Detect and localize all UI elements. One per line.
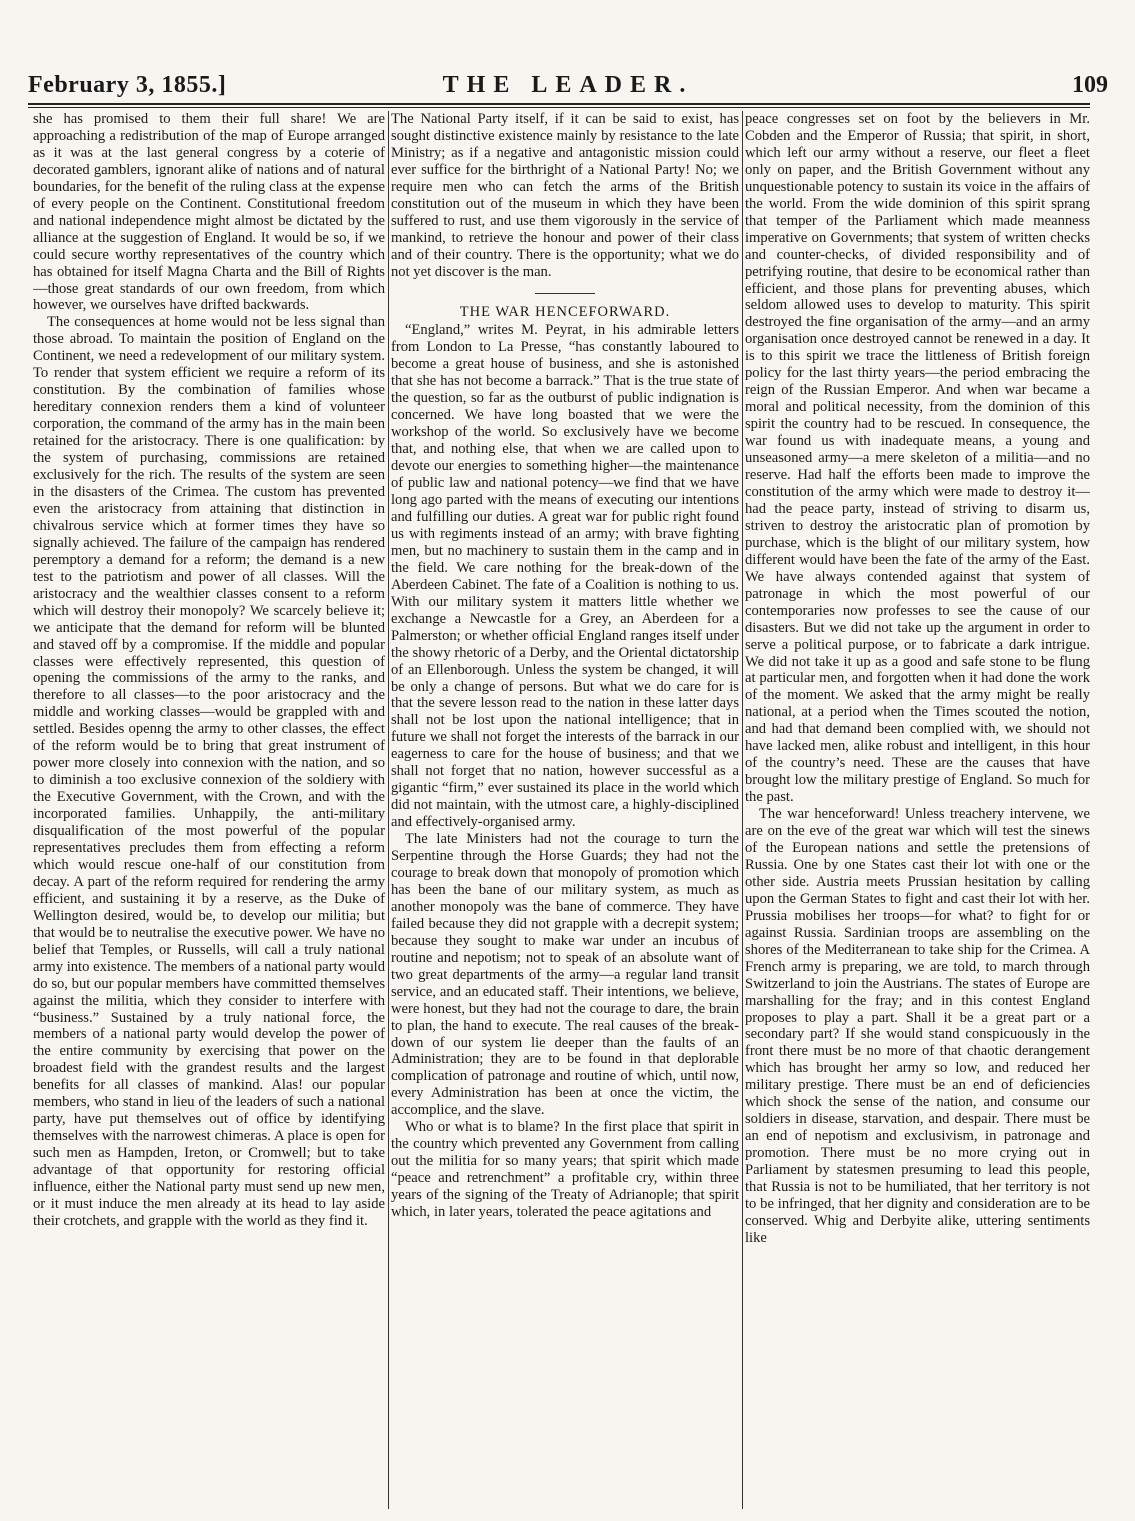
section-heading: THE WAR HENCEFORWARD. (459, 303, 671, 320)
paragraph: The National Party itself, if it can be said to exist, has sought distinctive existence mainly by resistance to the late Ministry; as if a negative and antagonistic mission could ever suffice for the birthright of a National Party! No; we require men who can fetch the arms of the British constitution out of the museum in which they have been suffered to rust, and use them vigorously in the service of mankind, to retrieve the honour and power of their class and of their country. There is the opportunity; what we do not yet discover is the man. (391, 111, 739, 280)
header-rule (28, 103, 1090, 105)
issue-date: February 3, 1855.] (28, 72, 227, 98)
page-number: 109 (1072, 72, 1108, 98)
paragraph: she has promised to them their full share! We are approaching a redistribution of the map of Europe arranged as it was at the last general congress by a coterie of decorated gamblers, ignorant alike of nations and of natural boundaries, for the benefit of the ruling class at the expense of every people on the Continent. Constitutional freedom and national independence might almost be dictated by the alliance at the suggestion of England. It would be so, if we could secure worthy representatives of the country which has obtained for itself Magna Charta and the Bill of Rights—those great standards of our own freedom, from which however, we ourselves have drifted backwards. (33, 111, 385, 314)
paragraph: The consequences at home would not be less signal than those abroad. To maintain the position of England on the Continent, we need a redevelopment of our military system. To render that system efficient we require a reform of its constitution. By the combination of families whose hereditary connexion renders them a kind of volunteer corporation, the command of the army has in the main been retained for the aristocracy. There is one qualification: by the system of purchasing, commissions are retained exclusively for the rich. The results of the system are seen in the disasters of the Crimea. The custom has prevented even the aristocracy from attaining that distinction in chivalrous service which at former times they have so signally achieved. The failure of the campaign has rendered peremptory a demand for a reform; the demand is a new test to the patriotism and power of all classes. Will the aristocracy and the wealthier classes consent to a reform which will destroy their monopoly? We scarcely believe it; we anticipate that the demand for reform will be blunted and staved off by a compromise. If the middle and popular classes were effectively represented, this question of opening the commissions of the army to the ranks, and therefore to all classes—to the poor aristocracy and the middle and working classes—would be grappled with and settled. Besides openng the army to other classes, the effect of the reform would be to bring that great instrument of power more closely into connexion with the nation, and so to diminish a too exclusive connexion of the soldiery with the Executive Government, with the Crown, and with the incorporated families. Unhappily, the anti-military disqualification of the most powerful of the popular representatives precludes them from effecting a reform which would rescue one-half of our constitution from decay. A part of the reform required for rendering the army efficient, and sustaining it by a reserve, as the Duke of Wellington desired, would be, to develop our militia; but that would be to neutralise the executive power. We have no belief that Temples, or Russells, will call a truly national army into existence. The members of a national party would do so, but our popular members have committed themselves against the militia, which they consider to interfere with “business.” Sustained by a truly national force, the members of a national party would develop the power of the entire community by exercising that power on the broadest field with the grandest results and the largest benefits for all classes of mankind. Alas! our popular members, who stand in lieu of the leaders of such a national party, have put themselves out of office by identifying themselves with the narrowest chimeras. A place is open for such men as Hampden, Ireton, or Cromwell; but to take advantage of that opportunity for restoring official influence, either the National party must send up new men, or it must induce the men already at its head to lay aside their crotchets, and grapple with the world as they find it. (33, 314, 385, 1229)
paragraph: The war henceforward! Unless treachery intervene, we are on the eve of the great war which will test the sinews of the European nations and settle the pretensions of Russia. One by one States cast their lot with one or the other side. Austria meets Prussian hesitation by calling upon the German States to fight and cast their lot with her. Prussia mobilises her troops—for what? to fight for or against Russia. Sardinian troops are assembling on the shores of the Mediterranean to take ship for the Crimea. A French army is preparing, we are told, to march through Switzerland to join the Austrians. The states of Europe are marshalling for the fray; and in this contest England proposes to play a part. Shall it be a great part or a secondary part? If she would stand conspicuously in the front there must be no more of that chaotic derangement which has brought her army so low, and reduced her military prestige. There must be an end of deficiencies which shock the sense of the nation, and consume our soldiers in disease, starvation, and despair. There must be an end of nepotism and exclusivism, in patronage and promotion. There must be no more crying out in Parliament by statesmen presuming to lead this people, that Russia is not to be humiliated, that her territory is not to be infringed, that her dignity and consideration are to be conserved. Whig and Derbyite alike, uttering sentiments like (745, 806, 1090, 1246)
column-3 (745, 111, 1090, 1511)
column-1 (33, 111, 385, 1511)
paragraph: Who or what is to blame? In the first place that spirit in the country which prevented any Government from calling out the militia for so many years; that spirit which made “peace and retrenchment” a profitable cry, within three years of the signing of the Treaty of Adrianople; that spirit which, in later years, tolerated the peace agitations and (391, 1119, 739, 1221)
paragraph: The late Ministers had not the courage to turn the Serpentine through the Horse Guards; they had not the courage to break down that monopoly of promotion which has been the bane of our military system, as much as another monopoly was the bane of commerce. They have failed because they did not grapple with a decrepit system; because they sought to make war under an incubus of routine and nepotism; not to speak of an absolute want of two great departments of the army—a regular land transit service, and an educated staff. Their intentions, we believe, were honest, but they had not the courage to dare, the brain to plan, the hand to execute. The real causes of the break-down of our system lie deeper than the faults of an Administration; they are to be found in that deplorable complication of patronage and routine of which, until now, every Administration has been at once the victim, the accomplice, and the slave. (391, 831, 739, 1119)
paragraph: peace congresses set on foot by the believers in Mr. Cobden and the Emperor of Russia; that spirit, in short, which left our army without a reserve, our fleet a fleet only on paper, and the British Government without any unquestionable potency to sustain its voice in the affairs of the world. From the wide dominion of this spirit sprang that temper of the Parliament which made meanness imperative on Governments; that system of written checks and counter-checks, of divided responsibility and of petrifying routine, that desire to be economical rather than efficient, and those plans for preventing abuses, which seldom allowed uses to develop to maturity. This spirit destroyed the fine organisation of the army—and an army organisation once destroyed cannot be renewed in a day. It is to this spirit we trace the littleness of British foreign policy for the last thirty years—the period embracing the reign of the Russian Emperor. And when war became a moral and political necessity, from the dominion of this spirit the country had to be rescued. In consequence, the war found us with inadequate means, a young and unseasoned army—a mere skeleton of a militia—and no reserve. Had half the efforts been made to improve the constitution of the army which were made to destroy it—had the peace party, instead of striving to disarm us, striven to destroy the aristocratic plan of promotion by purchase, which is the blight of our military system, how different would have been the fate of the army of the East. We have always contended against that system of patronage in which the most powerful of our contemporaries now professes to see the cause of our disasters. But we did not take up the argument in order to serve a political purpose, or to fabricate a dark intrigue. We did not take it up as a good and safe stone to be flung at particular men, and forgotten when it had done the work of the moment. We asked that the army might be really national, at a period when the Times scouted the notion, and had that demand been complied with, we should not have lacked men, alike robust and intelligent, in this hour of the country’s need. These are the causes that have brought low the military prestige of England. So much for the past. (745, 111, 1090, 806)
section-divider (535, 293, 595, 294)
header-rule-thin (28, 107, 1090, 108)
paragraph: “England,” writes M. Peyrat, in his admirable letters from London to La Presse, “has constantly laboured to become a great house of business, and she is astonished that she has not become a barrack.” That is the true state of the question, so far as the outburst of public indignation is concerned. We have long boasted that we were the workshop of the world. So exclusively have we become that, and nothing else, that when we are called upon to devote our energies to something higher—the maintenance of public law and national potency—we find that we have long ago parted with the means of executing our intentions and fulfilling our duties. A great war for public right found us with regiments instead of an army; with brave fighting men, but no machinery to sustain them in the camp and in the field. We care nothing for the break-down of the Aberdeen Cabinet. The fate of a Coalition is nothing to us. With our military system it matters little whether we exchange a Newcastle for a Grey, an Aberdeen for a Palmerston; or whether official England ranges itself under the showy rhetoric of a Derby, and the Oriental dictatorship of an Ellenborough. Unless the system be changed, it will be only a change of persons. But what we do care for is that the severe lesson read to the nation in these latter days shall not be lost upon the national intelligence; that in future we shall not forget the interests of the barrack in our eagerness to care for the house of business; and that we shall not forget that no nation, however successful as a gigantic “firm,” ever sustained its place in the world which did not maintain, with the utmost care, a highly-disciplined and effectively-organised army. (391, 322, 739, 831)
column-divider (388, 111, 389, 1509)
column-2 (391, 111, 739, 1511)
newspaper-title: THE LEADER. (442, 72, 694, 98)
masthead (28, 70, 1108, 100)
column-divider (742, 111, 743, 1509)
